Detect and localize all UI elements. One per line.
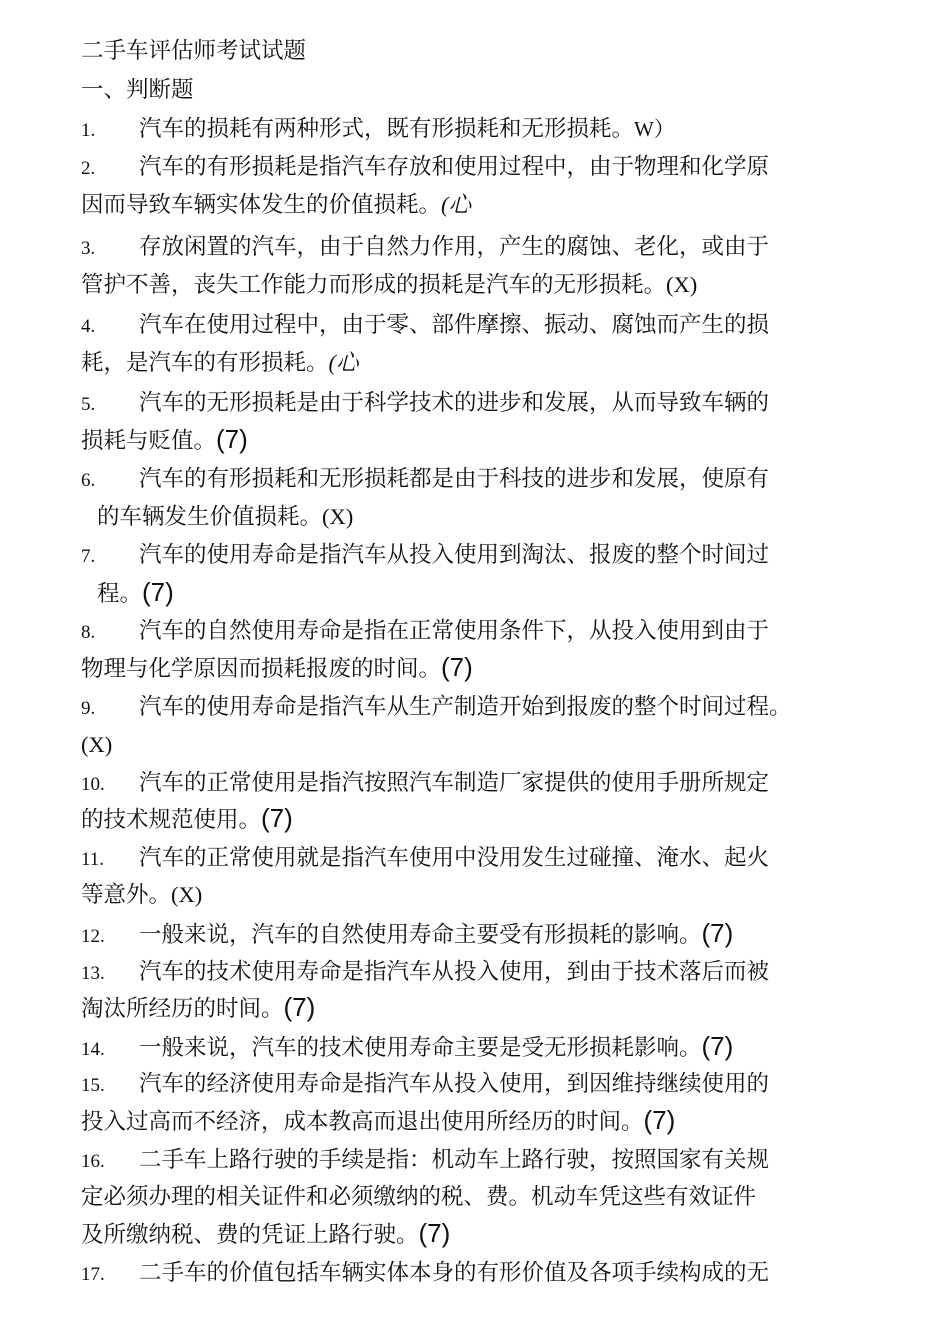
question-text: 的车辆发生价值损耗。 (97, 504, 323, 530)
question-number: 3. (81, 238, 96, 259)
question-text: 物理与化学原因而损耗报废的时间。 (81, 656, 442, 682)
answer-mark: (7) (283, 992, 316, 1022)
answer-mark: (7) (418, 1218, 451, 1248)
question-text: 淘汰所经历的时间。 (81, 996, 284, 1022)
question-1 (81, 114, 675, 146)
question-17 (81, 1258, 769, 1290)
question-number: 14. (81, 1039, 105, 1060)
question-10-continuation (81, 803, 293, 835)
answer-mark: (心 (441, 192, 472, 217)
question-text: 汽车的损耗有两种形式，既有形损耗和无形损耗。 (139, 116, 635, 142)
question-text: 汽车的无形损耗是由于科学技术的进步和发展，从而导致车辆的 (139, 390, 770, 416)
question-8-continuation (81, 652, 473, 684)
question-text: 汽车在使用过程中，由于零、部件摩擦、振动、腐蚀而产生的损 (139, 312, 770, 338)
question-15-continuation (81, 1105, 675, 1137)
answer-mark: (7) (261, 803, 293, 833)
question-text: 汽车的正常使用是指汽按照汽车制造厂家提供的使用手册所规定 (139, 770, 770, 796)
question-7 (81, 540, 769, 572)
answer-mark: (7) (643, 1105, 676, 1135)
question-text: 等意外。 (81, 882, 172, 908)
question-text: 二手车上路行驶的手续是指：机动车上路行驶，按照国家有关规 (139, 1147, 770, 1173)
answer-mark: (7) (701, 1031, 734, 1061)
question-text: 一般来说，汽车的技术使用寿命主要是受无形损耗影响。 (139, 1035, 702, 1061)
question-number: 10. (81, 774, 105, 795)
question-text: 存放闲置的汽车，由于自然力作用，产生的腐蚀、老化，或由于 (139, 234, 770, 260)
answer-mark: (7) (142, 577, 174, 607)
question-11 (81, 843, 769, 875)
question-text: 的技术规范使用。 (81, 807, 262, 833)
question-9-continuation (81, 730, 112, 760)
question-9 (81, 692, 792, 724)
question-16-continuation (81, 1218, 450, 1250)
question-14 (81, 1031, 733, 1065)
question-number: 13. (81, 963, 105, 984)
document-title: 二手车评估师考试试题 (81, 38, 307, 64)
question-number: 17. (81, 1264, 105, 1285)
answer-mark: (7) (701, 918, 734, 948)
answer-mark: (X) (171, 882, 203, 907)
question-text: 损耗与贬值。 (81, 428, 217, 454)
question-4 (81, 310, 769, 342)
question-number: 2. (81, 158, 96, 179)
question-text: 汽车的有形损耗和无形损耗都是由于科技的进步和发展，使原有 (139, 466, 770, 492)
question-16 (81, 1145, 769, 1177)
question-10 (81, 768, 769, 800)
question-number: 12. (81, 926, 105, 947)
question-text: 汽车的正常使用就是指汽车使用中没用发生过碰撞、淹水、起火 (139, 845, 770, 871)
question-15 (81, 1069, 769, 1101)
section-heading: 一、判断题 (81, 77, 194, 103)
question-8 (81, 616, 769, 648)
question-text: 管护不善，丧失工作能力而形成的损耗是汽车的无形损耗。 (81, 272, 667, 298)
question-text: 耗，是汽车的有形损耗。 (81, 350, 329, 376)
answer-mark: (7) (441, 652, 473, 682)
question-3-continuation (81, 270, 697, 300)
question-number: 8. (81, 622, 96, 643)
question-5-continuation (81, 424, 248, 456)
question-12 (81, 918, 733, 952)
question-text: 汽车的经济使用寿命是指汽车从投入使用，到因维持继续使用的 (139, 1071, 770, 1097)
question-number: 5. (81, 394, 96, 415)
question-text: 定必须办理的相关证件和必须缴纳的税、费。机动车凭这些有效证件 (81, 1184, 757, 1210)
question-text: 因而导致车辆实体发生的价值损耗。 (81, 192, 442, 218)
question-2 (81, 152, 769, 184)
question-6 (81, 464, 769, 496)
question-6-continuation (97, 502, 353, 532)
question-7-continuation (97, 577, 174, 609)
question-number: 7. (81, 546, 96, 567)
question-3 (81, 232, 769, 264)
question-5 (81, 388, 769, 420)
question-number: 9. (81, 698, 96, 719)
question-4-continuation (81, 348, 359, 378)
question-text: 程。 (97, 581, 143, 607)
answer-mark: (X) (322, 504, 354, 529)
answer-mark: (心 (328, 350, 359, 375)
question-text: 及所缴纳税、费的凭证上路行驶。 (81, 1222, 419, 1248)
question-number: 1. (81, 120, 96, 141)
question-number: 16. (81, 1151, 105, 1172)
question-text: 汽车的使用寿命是指汽车从投入使用到淘汰、报废的整个时间过 (139, 542, 770, 568)
question-2-continuation (81, 190, 471, 220)
question-text: 二手车的价值包括车辆实体本身的有形价值及各项手续构成的无 (139, 1260, 770, 1286)
question-16-continuation (81, 1182, 756, 1212)
question-text: 投入过高而不经济，成本教高而退出使用所经历的时间。 (81, 1109, 644, 1135)
question-13 (81, 957, 769, 989)
question-text: 汽车的有形损耗是指汽车存放和使用过程中，由于物理和化学原 (139, 154, 770, 180)
answer-mark: W） (634, 117, 675, 141)
question-number: 15. (81, 1075, 105, 1096)
question-11-continuation (81, 880, 202, 910)
answer-mark: (X) (81, 732, 113, 757)
question-text: 一般来说，汽车的自然使用寿命主要受有形损耗的影响。 (139, 922, 702, 948)
question-number: 4. (81, 316, 96, 337)
question-text: 汽车的技术使用寿命是指汽车从投入使用，到由于技术落后而被 (139, 959, 770, 985)
question-number: 6. (81, 470, 96, 491)
question-text: 汽车的使用寿命是指汽车从生产制造开始到报废的整个时间过程。 (139, 694, 792, 720)
answer-mark: (7) (216, 424, 248, 454)
question-number: 11. (81, 849, 105, 870)
answer-mark: (X) (666, 272, 698, 297)
question-text: 汽车的自然使用寿命是指在正常使用条件下，从投入使用到由于 (139, 618, 770, 644)
question-13-continuation (81, 992, 315, 1024)
